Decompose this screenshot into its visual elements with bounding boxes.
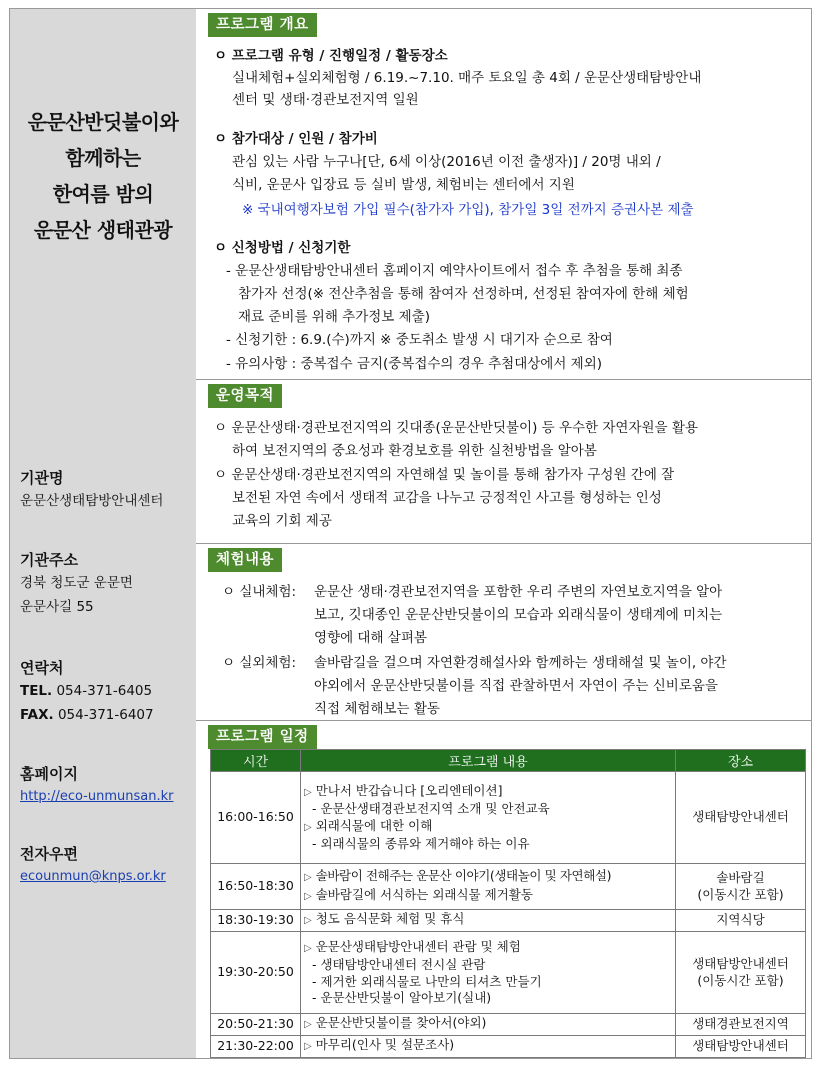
overview-h2: ㅇ 참가대상 / 인원 / 참가비 xyxy=(214,131,378,147)
row-content xyxy=(301,1036,676,1058)
place-line: 솔바람길 xyxy=(716,870,765,885)
content-subitem: - 외래식물의 종류와 제거해야 하는 이유 xyxy=(312,836,530,851)
place-line: 생태탐방안내센터 xyxy=(692,956,789,971)
email-link[interactable]: ecounmun@knps.or.kr xyxy=(20,869,166,884)
overview-h3-line2: 참가자 선정(※ 전산추첨을 통해 참여자 선정하며, 선정된 참여자에 한해 체험 xyxy=(238,286,689,302)
triangle-bullet-icon: ▷ xyxy=(304,786,312,798)
content-item: 운문산생태탐방안내센터 관람 및 체험 xyxy=(315,938,521,954)
homepage-label: 홈페이지 xyxy=(20,765,78,783)
tel-value: 054-371-6405 xyxy=(56,683,153,699)
row-content xyxy=(301,932,676,1014)
content-item: 외래식물에 대한 이해 xyxy=(315,817,433,833)
row-place: 생태탐방안내센터 xyxy=(676,1036,806,1058)
tel-line xyxy=(20,679,196,703)
indoor-line3: 영향에 대해 살펴봄 xyxy=(314,630,427,646)
title-line-1: 운문산반딧불이와 xyxy=(27,110,179,134)
purpose-line3: ㅇ 운문산생태·경관보전지역의 자연해설 및 놀이를 통해 참가자 구성원 간에 잘 xyxy=(214,467,675,483)
col-time: 시간 xyxy=(211,750,301,772)
contact-block xyxy=(20,657,196,727)
homepage-block xyxy=(20,763,196,809)
purpose-heading: 운영목적 xyxy=(208,384,282,408)
org-block xyxy=(20,467,196,513)
overview-h3-line3: 재료 준비를 위해 추가정보 제출) xyxy=(238,309,430,325)
overview-h1-line2: 센터 및 생태·경관보전지역 일원 xyxy=(232,92,419,108)
title-line-2: 함께하는 xyxy=(65,146,141,170)
main-content xyxy=(196,9,813,1058)
purpose-line4: 보전된 자연 속에서 생태적 교감을 나누고 긍정적인 사고를 형성하는 인성 xyxy=(232,490,662,506)
content-subitem: - 운문산생태경관보전지역 소개 및 안전교육 xyxy=(312,801,550,816)
row-time: 18:30-19:30 xyxy=(211,910,301,932)
fax-value: 054-371-6407 xyxy=(57,707,154,723)
overview-h3: ㅇ 신청방법 / 신청기한 xyxy=(214,240,351,256)
row-time: 16:00-16:50 xyxy=(211,772,301,864)
row-content xyxy=(301,910,676,932)
schedule-table xyxy=(210,749,806,1058)
section-schedule xyxy=(196,721,811,1058)
table-row xyxy=(211,864,806,910)
fax-line xyxy=(20,703,196,727)
overview-h3-line1: - 운문산생태탐방안내센터 홈페이지 예약사이트에서 접수 후 추첨을 통해 최종 xyxy=(226,263,683,279)
row-content xyxy=(301,772,676,864)
org-value: 운문산생태탐방안내센터 xyxy=(20,493,164,509)
table-row xyxy=(211,1014,806,1036)
address-label: 기관주소 xyxy=(20,551,78,569)
purpose-line1: ㅇ 운문산생태·경관보전지역의 깃대종(운문산반딧불이) 등 우수한 자연자원을 활용 xyxy=(214,420,698,436)
triangle-bullet-icon: ▷ xyxy=(304,872,312,883)
program-title xyxy=(10,104,196,248)
overview-h3-line4: - 신청기한 : 6.9.(수)까지 ※ 중도취소 발생 시 대기자 순으로 참여 xyxy=(226,332,613,348)
schedule-header-row xyxy=(211,750,806,772)
row-time: 21:30-22:00 xyxy=(211,1036,301,1058)
section-purpose xyxy=(196,380,811,544)
tel-label: TEL. xyxy=(20,683,53,699)
sidebar xyxy=(10,9,196,1058)
overview-h2-line2: 식비, 운문사 입장료 등 실비 발생, 체험비는 센터에서 지원 xyxy=(232,177,575,193)
indoor-line2: 보고, 깃대종인 운문산반딧불이의 모습과 외래식물이 생태계에 미치는 xyxy=(314,607,723,623)
contact-label: 연락처 xyxy=(20,659,64,677)
overview-h3-line5: - 유의사항 : 중복접수 금지(중복접수의 경우 추첨대상에서 제외) xyxy=(226,356,603,372)
triangle-bullet-icon: ▷ xyxy=(304,890,312,902)
org-label: 기관명 xyxy=(20,469,64,487)
section-overview xyxy=(196,9,811,380)
triangle-bullet-icon: ▷ xyxy=(304,1041,312,1053)
row-time: 20:50-21:30 xyxy=(211,1014,301,1036)
experience-heading: 체험내용 xyxy=(208,548,282,572)
overview-h1-line1: 실내체험+실외체험형 / 6.19.~7.10. 매주 토요일 총 4회 / 운문산생태탐방안내 xyxy=(232,70,702,86)
row-place xyxy=(676,932,806,1014)
section-experience xyxy=(196,544,811,721)
address-line-2: 운문사길 55 xyxy=(20,599,94,615)
row-content xyxy=(301,864,676,910)
row-place: 생태탐방안내센터 xyxy=(676,772,806,864)
content-item: 마무리(인사 및 설문조사) xyxy=(315,1037,455,1053)
row-time: 19:30-20:50 xyxy=(211,932,301,1014)
col-content: 프로그램 내용 xyxy=(301,750,676,772)
col-place: 장소 xyxy=(676,750,806,772)
row-place: 지역식당 xyxy=(676,910,806,932)
outdoor-line1: 솔바람길을 걸으며 자연환경해설사와 함께하는 생태해설 및 놀이, 야간 xyxy=(314,655,727,671)
fax-label: FAX. xyxy=(20,707,54,723)
indoor-line1: 운문산 생태·경관보전지역을 포함한 우리 주변의 자연보호지역을 알아 xyxy=(314,584,723,600)
content-item: 솔바람길에 서식하는 외래식물 제거활동 xyxy=(315,886,533,902)
overview-h2-line1: 관심 있는 사람 누구나[단, 6세 이상(2016년 이전 출생자)] / 20명 내외 / xyxy=(232,154,661,170)
content-subitem: - 생태탐방안내센터 전시실 관람 xyxy=(312,957,486,972)
place-line: (이동시간 포함) xyxy=(697,972,784,988)
content-item: 운문산반딧불이를 찾아서(야외) xyxy=(315,1015,487,1031)
content-item: 솔바람이 전해주는 운문산 이야기(생태놀이 및 자연해설) xyxy=(315,868,612,883)
row-place xyxy=(676,864,806,910)
content-subitem: - 운문산반딧불이 알아보기(실내) xyxy=(312,990,492,1005)
table-row xyxy=(211,932,806,1014)
table-row xyxy=(211,910,806,932)
title-line-4: 운문산 생태관광 xyxy=(33,218,173,242)
outdoor-label: ㅇ 실외체험: xyxy=(222,655,297,671)
email-label: 전자우편 xyxy=(20,845,78,863)
table-row xyxy=(211,1036,806,1058)
purpose-line2: 하여 보전지역의 중요성과 환경보호를 위한 실천방법을 알아봄 xyxy=(232,443,597,459)
row-content xyxy=(301,1014,676,1036)
indoor-label: ㅇ 실내체험: xyxy=(222,584,297,600)
outdoor-line3: 직접 체험해보는 활동 xyxy=(314,701,440,717)
overview-h1: ㅇ 프로그램 유형 / 진행일정 / 활동장소 xyxy=(214,48,448,64)
row-place: 생태경관보전지역 xyxy=(676,1014,806,1036)
outdoor-line2: 야외에서 운문산반딧불이를 직접 관찰하면서 자연이 주는 신비로움을 xyxy=(314,678,718,694)
triangle-bullet-icon: ▷ xyxy=(304,821,312,833)
purpose-line5: 교육의 기회 제공 xyxy=(232,513,332,529)
homepage-link[interactable]: http://eco-unmunsan.kr xyxy=(20,789,174,804)
triangle-bullet-icon: ▷ xyxy=(304,942,312,954)
content-item: 만나서 반갑습니다 [오리엔테이션] xyxy=(315,782,503,798)
address-line-1: 경북 청도군 운문면 xyxy=(20,575,133,591)
overview-heading: 프로그램 개요 xyxy=(208,13,317,37)
overview-h2-note: ※ 국내여행자보험 가입 필수(참가자 가입), 참가일 3일 전까지 증권사본 제출 xyxy=(242,202,694,218)
triangle-bullet-icon: ▷ xyxy=(304,915,312,927)
title-line-3: 한여름 밤의 xyxy=(52,182,154,206)
place-line: (이동시간 포함) xyxy=(697,886,784,902)
schedule-heading: 프로그램 일정 xyxy=(208,725,317,749)
table-row xyxy=(211,772,806,864)
address-block xyxy=(20,549,196,619)
content-item: 청도 음식문화 체험 및 휴식 xyxy=(315,911,465,927)
row-time: 16:50-18:30 xyxy=(211,864,301,910)
brochure-page xyxy=(9,8,812,1059)
email-block xyxy=(20,843,196,889)
content-subitem: - 제거한 외래식물로 나만의 티셔츠 만들기 xyxy=(312,973,542,989)
triangle-bullet-icon: ▷ xyxy=(304,1019,312,1031)
